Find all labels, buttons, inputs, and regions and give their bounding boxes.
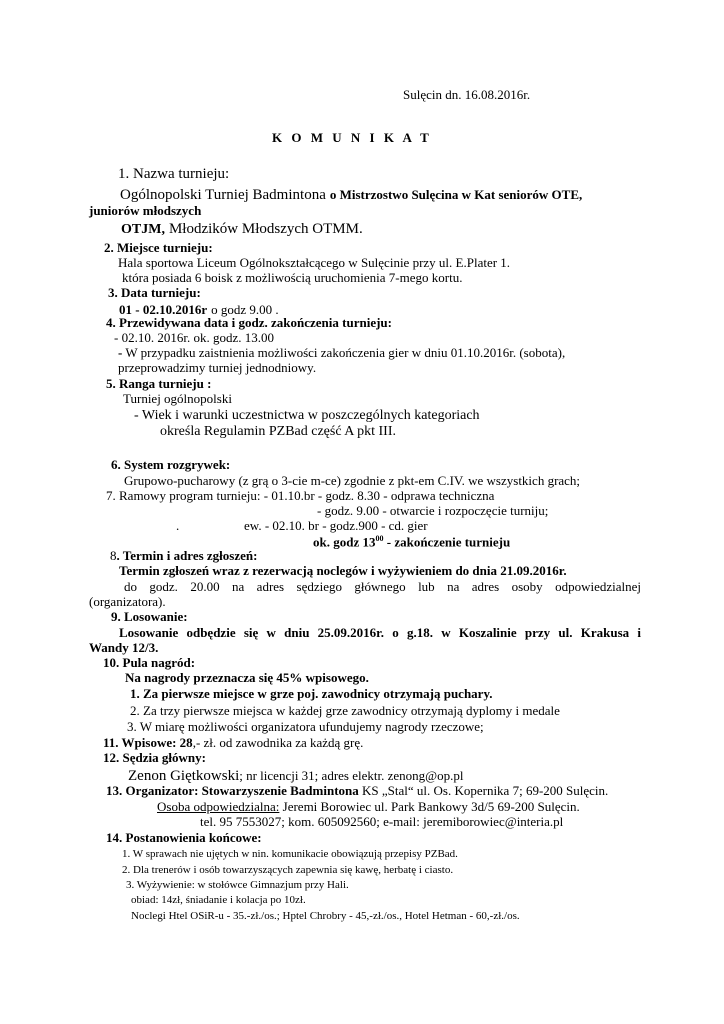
section-10-heading: 10. Pula nagród: (103, 655, 196, 670)
section-14-line-5: Noclegi Htel OSiR-u - 35.-zł./os.; Hptel Chrobry - 45,-zł./os., Hotel Hetman - 60,-zł./os. (131, 910, 520, 922)
page-title: K O M U N I K A T (272, 130, 432, 145)
one-day-condition: W przypadku zaistnienia możliwości zakończenia gier w dniu 01.10.2016r. (sobota), (125, 345, 566, 360)
section-13-line-2 (157, 800, 580, 815)
section-8-line-1: Termin zgłoszeń wraz z rezerwacją noclegów i wyżywieniem do dnia 21.09.2016r. (119, 563, 567, 578)
responsible-person: Jeremi Borowiec ul. Park Bankowy 3d/5 69-200 Sulęcin. (279, 799, 580, 814)
section-10-line-1: Na nagrody przeznacza się 45% wpisowego. (125, 670, 369, 685)
section-4-line-3: przeprowadzimy turniej jednodniowy. (118, 360, 317, 375)
responsible-person-label: Osoba odpowiedzialna: (157, 799, 280, 814)
category-otjm: OTJM, (121, 222, 165, 237)
tournament-name: Ogólnopolski Turniej Badmintona (120, 187, 326, 203)
section-4-line-2 (118, 346, 565, 361)
referee-name: Zenon Giętkowski (128, 768, 240, 784)
section-5-line-1: Turniej ogólnopolski (123, 391, 232, 406)
section-10-line-2: 1. Za pierwsze miejsce w grze poj. zawodnicy otrzymają puchary. (130, 686, 493, 701)
section-7-line-2: - godz. 9.00 - otwarcie i rozpoczęcie turniju; (317, 503, 549, 518)
tournament-start-time: o godz 9.00 . (211, 302, 279, 317)
section-6-line-1: Grupowo-pucharowy (z grą o 3-cie m-ce) zgodnie z pkt-em C.IV. we wszystkich grach; (124, 473, 581, 488)
section-10-line-3: 2. Za trzy pierwsze miejsca w każdej grze zawodnicy otrzymają dyplomy i medale (130, 703, 560, 718)
section-11-heading: 11. Wpisowe: 28 (103, 735, 193, 750)
section-8-title: . Termin i adres zgłoszeń: (116, 548, 258, 563)
section-7-line-1: 7. Ramowy program turnieju: - 01.10.br - godz. 8.30 - odprawa techniczna (106, 488, 495, 503)
section-7-line-3: ew. - 02.10. br - godz.900 - cd. gier (244, 518, 428, 533)
section-1-line-2: juniorów młodszych (89, 203, 202, 218)
section-9-heading: 9. Losowanie: (111, 609, 188, 624)
end-time: ok. godz 13 (313, 534, 376, 550)
section-2-line-1: Hala sportowa Liceum Ogólnokształcącego w Sulęcinie przy ul. E.Plater 1. (118, 255, 511, 270)
section-2-heading: 2. Miejsce turnieju: (104, 240, 213, 255)
section-5-line-2: - Wiek i warunki uczestnictwa w poszczególnych kategoriach (134, 408, 480, 423)
section-14-line-4: obiad: 14zł, śniadanie i kolacja po 10zł. (131, 894, 306, 906)
section-1-heading: 1. Nazwa turnieju: (118, 166, 230, 182)
section-8-heading (110, 549, 257, 564)
end-label: - zakończenie turnieju (383, 534, 511, 550)
section-6-heading: 6. System rozgrywek: (111, 457, 231, 472)
section-14-line-3: 3. Wyżywienie: w stołówce Gimnazjum przy Hali. (126, 879, 349, 891)
place-date: Sulęcin dn. 16.08.2016r. (403, 87, 531, 102)
section-13-line-1 (106, 784, 608, 799)
section-8-line-2: do godz. 20.00 na adres sędziego głównego lub na adres osoby odpowiedzialnej (124, 579, 641, 594)
section-13-line-3: tel. 95 7553027; kom. 605092560; e-mail: jeremiborowiec@interia.pl (200, 814, 564, 829)
tournament-dates: 01 - 02.10.2016r (119, 302, 208, 317)
section-2-line-2: która posiada 6 boisk z możliwością uruchomienia 7-mego kortu. (122, 270, 463, 285)
end-time-minutes: 00 (375, 534, 384, 543)
organizer-address: KS „Stal“ ul. Os. Kopernika 7; 69-200 Sulęcin. (358, 783, 609, 798)
section-12-heading: 12. Sędzia główny: (103, 750, 206, 765)
section-9-line-1: Losowanie odbędzie się w dniu 25.09.2016r. o g.18. w Koszalinie przy ul. Krakusa i (119, 625, 641, 640)
section-14-line-1: 1. W sprawach nie ujętych w nin. komunikacie obowiązują przepisy PZBad. (122, 848, 458, 860)
section-1-line-1 (120, 186, 582, 204)
section-4-line-1: - 02.10. 2016r. ok. godz. 13.00 (114, 330, 274, 345)
tournament-title: o Mistrzostwo Sulęcina w Kat seniorów OTE, (329, 187, 583, 202)
section-13-heading: 13. Organizator: Stowarzyszenie Badmintona (106, 783, 359, 798)
section-5-line-3: określa Regulamin PZBad część A pkt III. (160, 424, 396, 439)
referee-details: ; nr licencji 31; adres elektr. zenong@op.pl (239, 768, 464, 783)
entry-fee-detail: ,- zł. od zawodnika za każdą grę. (192, 735, 364, 750)
section-11-line (103, 736, 363, 751)
section-8-line-3: (organizatora). (89, 594, 166, 609)
section-7-line-4 (313, 534, 510, 550)
section-14-heading: 14. Postanowienia końcowe: (106, 830, 262, 845)
section-14-line-2: 2. Dla trenerów i osób towarzyszących zapewnia się kawę, herbatę i ciasto. (122, 864, 454, 876)
section-1-line-3 (121, 220, 363, 238)
section-10-line-4: 3. W miarę możliwości organizatora ufundujemy nagrody rzeczowe; (127, 719, 484, 734)
section-3-heading: 3. Data turnieju: (108, 285, 201, 300)
section-5-heading: 5. Ranga turnieju : (106, 376, 212, 391)
section-9-line-2: Wandy 12/3. (89, 640, 159, 655)
section-7-line-3-dot: . (176, 518, 180, 533)
category-otmm: Młodzików Młodszych OTMM. (168, 221, 363, 237)
dash: - (118, 345, 123, 360)
section-4-heading: 4. Przewidywana data i godz. zakończenia turnieju: (106, 315, 392, 330)
section-8-number: 8 (110, 548, 117, 563)
